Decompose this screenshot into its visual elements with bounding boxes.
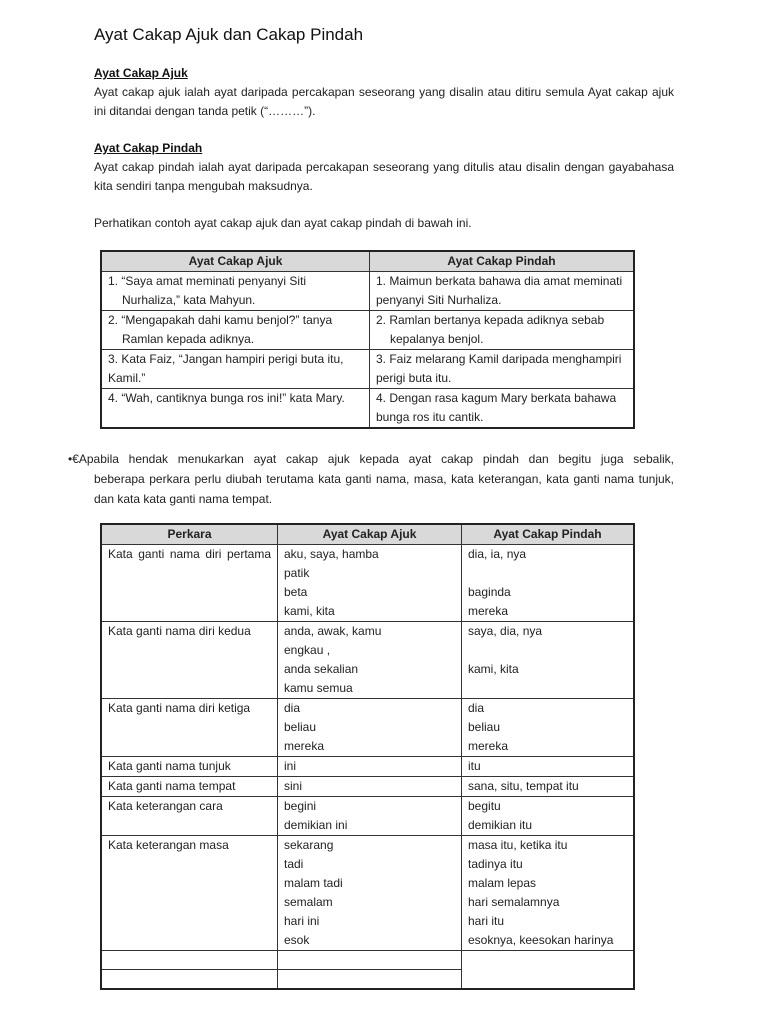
table-row <box>101 622 634 699</box>
cell-line: esoknya, keesokan harinya <box>468 933 614 947</box>
cell-line: baginda <box>468 585 511 599</box>
section-pindah-heading: Ayat Cakap Pindah <box>94 141 203 155</box>
table-row <box>101 757 634 777</box>
cell-line: mereka <box>284 739 325 753</box>
perkara-cell <box>101 757 278 777</box>
cell-line: mereka <box>468 604 509 618</box>
cell-text: 4. “Wah, cantiknya bunga ros ini!” kata Mary. <box>108 391 345 405</box>
empty-cell <box>462 951 635 970</box>
cell-text: Kata ganti nama diri ketiga <box>108 701 251 715</box>
ajuk-cell <box>278 699 462 757</box>
perkara-table-header: Ayat Cakap Pindah <box>462 524 635 545</box>
empty-cell <box>278 970 462 990</box>
ajuk-cell <box>278 545 462 622</box>
table-cell <box>101 389 370 429</box>
table-row <box>101 311 634 350</box>
cell-line: hari itu <box>468 914 505 928</box>
cell-line: dia <box>284 701 301 715</box>
cell-text: 1. Maimun berkata bahawa dia amat meminati penyanyi Siti Nurhaliza. <box>376 274 623 307</box>
cell-line: itu <box>468 759 481 773</box>
ajuk-cell <box>278 836 462 951</box>
cell-line: malam lepas <box>468 876 537 890</box>
perkara-cell <box>101 545 278 622</box>
cell-line: ini <box>284 759 297 773</box>
perkara-table <box>100 523 635 990</box>
pindah-cell <box>462 836 635 951</box>
cell-line: demikian itu <box>468 818 533 832</box>
pindah-cell <box>462 797 635 836</box>
pindah-cell <box>462 622 635 699</box>
cell-line: semalam <box>284 895 333 909</box>
section-pindah <box>94 139 674 196</box>
table-cell <box>370 389 635 429</box>
perkara-cell <box>101 699 278 757</box>
intro-text: Perhatikan contoh ayat cakap ajuk dan ayat cakap pindah di bawah ini. <box>94 216 472 230</box>
cell-text: 2. Ramlan bertanya kepada adiknya sebab kepalanya benjol. <box>376 313 605 346</box>
cell-line: aku, saya, hamba <box>284 547 379 561</box>
cell-line: begini <box>284 799 317 813</box>
cell-line <box>468 564 627 583</box>
cell-text: Kata ganti nama diri kedua <box>108 624 251 638</box>
empty-row <box>101 951 634 970</box>
cell-text: Kata keterangan masa <box>108 838 229 852</box>
cell-text: 2. “Mengapakah dahi kamu benjol?” tanya Ramlan kepada adiknya. <box>108 313 333 346</box>
pindah-cell <box>462 777 635 797</box>
pindah-cell <box>462 545 635 622</box>
cell-line: kami, kita <box>468 662 519 676</box>
section-pindah-body: Ayat cakap pindah ialah ayat daripada percakapan seseorang yang ditulis atau disalin dengan gayabahasa kita sendiri tanpa mengubah maksudnya. <box>94 160 674 193</box>
cell-line: begitu <box>468 799 501 813</box>
cell-line: saya, dia, nya <box>468 624 543 638</box>
cell-line: kamu semua <box>284 681 353 695</box>
example-table-header: Ayat Cakap Pindah <box>370 251 635 272</box>
cell-line: beliau <box>468 720 501 734</box>
perkara-cell <box>101 622 278 699</box>
cell-line: malam tadi <box>284 876 343 890</box>
cell-text: 3. Kata Faiz, “Jangan hampiri perigi buta itu, Kamil.” <box>108 352 344 385</box>
empty-cell <box>462 970 635 990</box>
bullet-first-line: Apabila hendak menukarkan ayat cakap ajuk kepada ayat cakap pindah dan begitu juga sebalik, <box>78 452 674 466</box>
cell-line: demikian ini <box>284 818 348 832</box>
table-row <box>101 777 634 797</box>
cell-line: hari semalamnya <box>468 895 560 909</box>
table-cell <box>370 350 635 389</box>
empty-cell <box>101 970 278 990</box>
table-cell <box>101 272 370 311</box>
cell-text: Kata ganti nama diri pertama <box>108 547 271 561</box>
cell-line: anda sekalian <box>284 662 359 676</box>
page-title: Ayat Cakap Ajuk dan Cakap Pindah <box>94 25 364 44</box>
cell-line: sini <box>284 779 303 793</box>
empty-cell <box>278 951 462 970</box>
cell-line <box>468 679 627 698</box>
cell-line: mereka <box>468 739 509 753</box>
empty-cell <box>101 951 278 970</box>
perkara-cell <box>101 777 278 797</box>
ajuk-cell <box>278 777 462 797</box>
empty-row <box>101 970 634 990</box>
cell-text: Kata keterangan cara <box>108 799 223 813</box>
table-cell <box>370 272 635 311</box>
cell-text: 3. Faiz melarang Kamil daripada menghampiri perigi buta itu. <box>376 352 622 385</box>
ajuk-cell <box>278 757 462 777</box>
table-row <box>101 350 634 389</box>
section-ajuk <box>94 64 674 121</box>
cell-line: dia, ia, nya <box>468 547 527 561</box>
cell-text: 1. “Saya amat meminati penyanyi Siti Nurhaliza,” kata Mahyun. <box>108 274 307 307</box>
cell-line: engkau , <box>284 643 331 657</box>
table-cell <box>101 311 370 350</box>
bullet-paragraph <box>68 449 674 509</box>
cell-text: Kata ganti nama tunjuk <box>108 759 231 773</box>
cell-line: sekarang <box>284 838 334 852</box>
cell-text: Kata ganti nama tempat <box>108 779 236 793</box>
cell-line: esok <box>284 933 310 947</box>
cell-line: dia <box>468 701 485 715</box>
cell-line <box>468 641 627 660</box>
table-cell <box>370 311 635 350</box>
perkara-table-header: Perkara <box>101 524 278 545</box>
bullet-rest: beberapa perkara perlu diubah terutama kata ganti nama, masa, kata keterangan, kata ganti nama tunjuk, dan kata kata ganti nama tempat. <box>94 472 674 506</box>
example-table <box>100 250 635 429</box>
ajuk-cell <box>278 622 462 699</box>
example-table-header: Ayat Cakap Ajuk <box>101 251 370 272</box>
table-row <box>101 272 634 311</box>
cell-line: sana, situ, tempat itu <box>468 779 579 793</box>
section-ajuk-body: Ayat cakap ajuk ialah ayat daripada percakapan seseorang yang disalin atau ditiru semula Ayat cakap ajuk ini ditandai dengan tanda petik (“………”). <box>94 85 674 118</box>
cell-line: kami, kita <box>284 604 335 618</box>
pindah-cell <box>462 757 635 777</box>
cell-text: 4. Dengan rasa kagum Mary berkata bahawa bunga ros itu cantik. <box>376 391 617 424</box>
cell-line: tadi <box>284 857 304 871</box>
bullet-marker: •€ <box>68 452 79 466</box>
cell-line: masa itu, ketika itu <box>468 838 568 852</box>
section-ajuk-heading: Ayat Cakap Ajuk <box>94 66 188 80</box>
cell-line: beta <box>284 585 308 599</box>
cell-line: anda, awak, kamu <box>284 624 382 638</box>
cell-line: hari ini <box>284 914 320 928</box>
table-row <box>101 797 634 836</box>
table-row <box>101 699 634 757</box>
table-row <box>101 545 634 622</box>
table-cell <box>101 350 370 389</box>
cell-line: tadinya itu <box>468 857 523 871</box>
pindah-cell <box>462 699 635 757</box>
perkara-cell <box>101 836 278 951</box>
cell-line: beliau <box>284 720 317 734</box>
table-row <box>101 389 634 429</box>
ajuk-cell <box>278 797 462 836</box>
cell-line: patik <box>284 566 310 580</box>
table-row <box>101 836 634 951</box>
perkara-cell <box>101 797 278 836</box>
perkara-table-header: Ayat Cakap Ajuk <box>278 524 462 545</box>
